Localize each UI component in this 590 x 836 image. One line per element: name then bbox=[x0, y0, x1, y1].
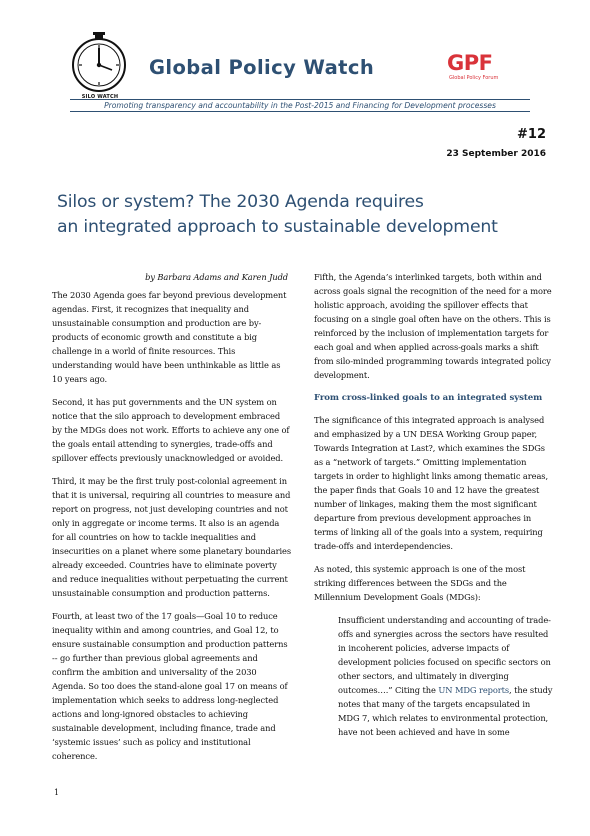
newsletter-title: Global Policy Watch bbox=[149, 56, 375, 79]
un-mdg-reports-link[interactable]: UN MDG reports bbox=[438, 685, 510, 695]
article-title-line-1: Silos or system? The 2030 Agenda requires bbox=[57, 192, 424, 212]
paragraph: The significance of this integrated approach is analysed and emphasized by a UN DESA Working Group paper, Towards Integration at Last?, which examines the SDGs as a “network of targets.” Omitting implementation targets in order to highlight links among thematic areas, the paper finds that Goals 10 and 12 have the greatest number of linkages, making them the most significant departure from previous development approaches in terms of linking all of the goals into a system, requiring trade-offs and interdependencies. bbox=[314, 415, 548, 551]
block-quote bbox=[338, 613, 554, 739]
gpf-subtitle: Global Policy Forum bbox=[449, 75, 499, 81]
byline: by Barbara Adams and Karen Judd bbox=[145, 272, 288, 282]
silo-watch-logo bbox=[68, 32, 130, 94]
logo-caption: SILO WATCH bbox=[81, 94, 119, 100]
article-title bbox=[57, 190, 547, 240]
section-heading: From cross-linked goals to an integrated system bbox=[314, 393, 543, 403]
right-column bbox=[314, 270, 554, 739]
quote-text-continued: , the study notes that many of the targets encapsulated in MDG 7, which relates to environmental protection, have not been achieved and have in some bbox=[338, 685, 553, 737]
paragraph: Fifth, the Agenda’s interlinked targets, both within and across goals signal the recognition of the need for a more holistic approach, avoiding the spillover effects that focusing on a single goal often have on the others. This is reinforced by the inclusion of implementation targets for each goal and when applied across-goals marks a shift from silo-minded programming towards integrated policy development. bbox=[314, 272, 552, 380]
paragraph: Third, it may be the first truly post-colonial agreement in that it is universal, requiring all countries to measure and report on progress, not just developing countries and not only in aggregate or income terms. It also is an agenda for all countries on how to tackle inequalities and insecurities on a planet where some planetary boundaries already exceeded. Countries have to eliminate poverty and reduce inequalities without perpetuating the current unsustainable consumption and production patterns. bbox=[52, 476, 291, 598]
paragraph: As noted, this systemic approach is one of the most striking differences between the SDGs and the Millennium Development Goals (MDGs): bbox=[314, 564, 526, 602]
quote-text: Insufficient understanding and accounting of trade-offs and synergies across the sectors have resulted in incoherent policies, adverse impacts of development policies focused on specific sectors on other sectors, and ultimately in diverging outcomes….” Citing the bbox=[338, 615, 551, 695]
article-title-line-2: an integrated approach to sustainable development bbox=[57, 217, 498, 237]
paragraph: Second, it has put governments and the UN system on notice that the silo approach to development embraced by the MDGs does not work. Efforts to achieve any one of the goals entail attending to synergies, trade-offs and spillover effects previously unacknowledged or avoided. bbox=[52, 397, 290, 463]
issue-number: #12 bbox=[517, 127, 546, 142]
tagline: Promoting transparency and accountability in the Post-2015 and Financing for Development processes bbox=[70, 99, 530, 112]
paragraph: Fourth, at least two of the 17 goals—Goal 10 to reduce inequality within and among countries, and Goal 12, to ensure sustainable consumption and production patterns -- go further than previous global agreements and confirm the ambition and universality of the 2030 Agenda. So too does the stand-alone goal 17 on means of implementation which seeks to address long-neglected actions and long-ignored obstacles to achieving sustainable development, including finance, trade and ‘systemic issues’ such as policy and institutional coherence. bbox=[52, 611, 288, 761]
issue-date: 23 September 2016 bbox=[446, 149, 546, 159]
paragraph: The 2030 Agenda goes far beyond previous development agendas. First, it recognizes that inequality and unsustainable consumption and production are by-products of economic growth and constitute a big challenge in a world of finite resources. This understanding would have been unthinkable as little as 10 years ago. bbox=[52, 290, 287, 384]
page-number: 1 bbox=[54, 788, 60, 797]
left-column bbox=[52, 270, 292, 772]
gpf-logo: GPF bbox=[447, 51, 493, 75]
